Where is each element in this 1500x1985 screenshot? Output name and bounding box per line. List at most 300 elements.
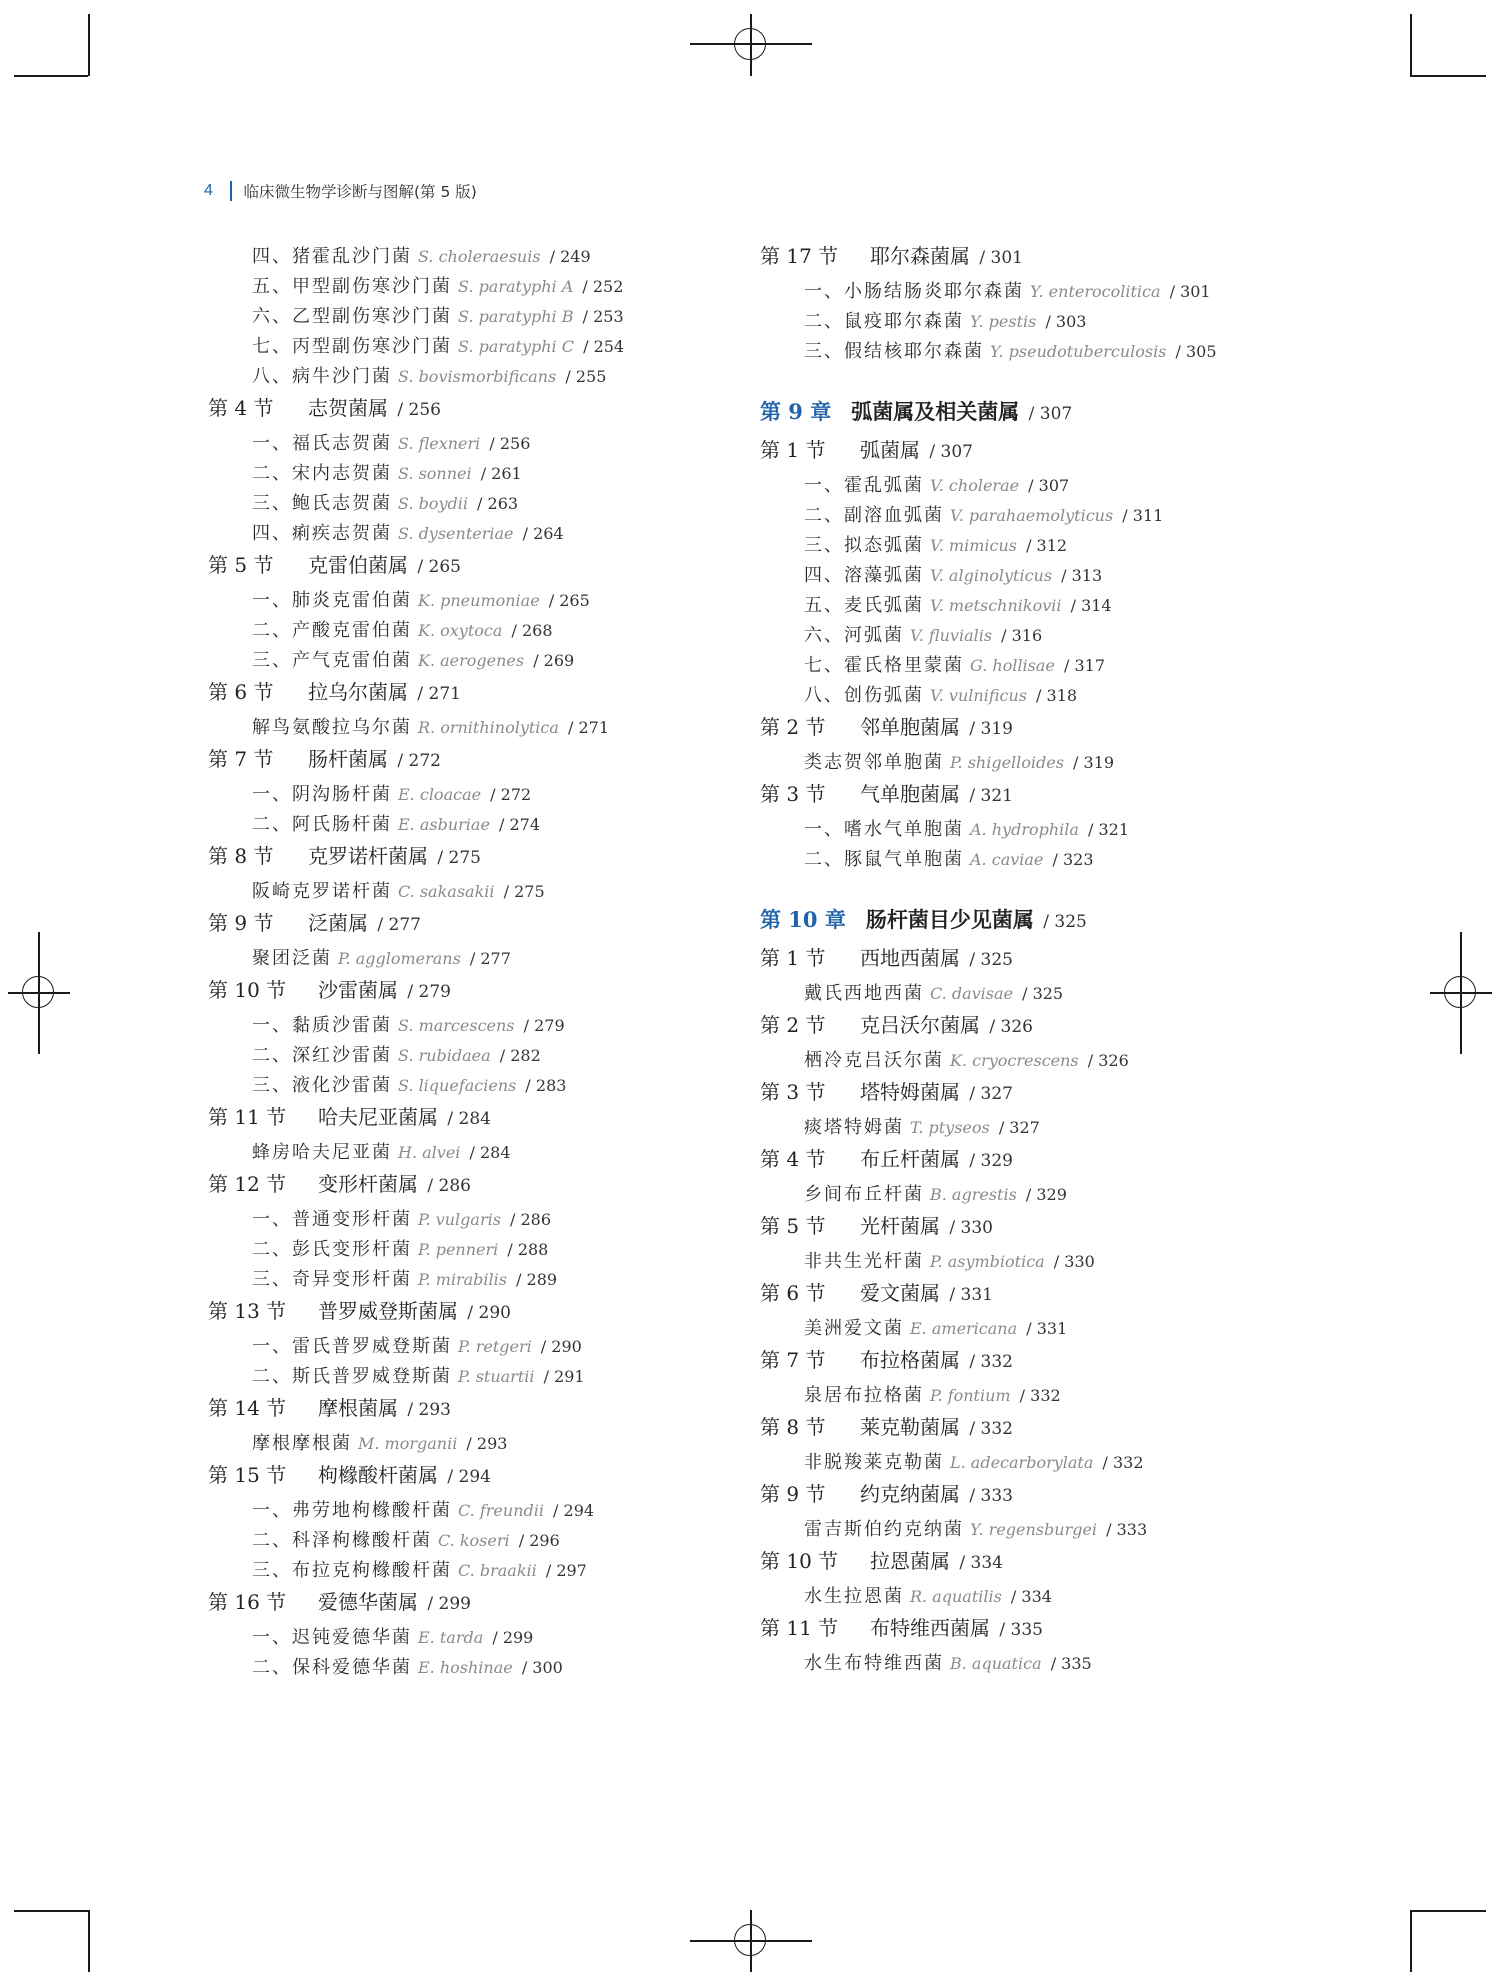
entry-title: 四、溶藻弧菌 [804, 565, 924, 586]
page-ref: / 327 [964, 1084, 1013, 1104]
toc-entry[interactable] [804, 657, 1105, 675]
section-title: 哈夫尼亚菌属 [318, 1105, 438, 1129]
page-ref: / 288 [502, 1240, 549, 1259]
section-number: 第 8 节 [208, 844, 274, 868]
latin-name: V. vulnificus [930, 686, 1027, 705]
page-ref: / 271 [562, 718, 610, 737]
section-number: 第 16 节 [208, 1590, 287, 1614]
latin-name: K. cryocrescens [950, 1051, 1079, 1070]
toc-section[interactable] [760, 1015, 1033, 1036]
section-title: 克罗诺杆菌属 [308, 844, 428, 868]
latin-name: S. dysenteriae [398, 524, 514, 543]
toc-chapter[interactable] [760, 401, 1072, 423]
page-ref: / 293 [402, 1400, 451, 1420]
latin-name: S. paratyphi B [458, 307, 574, 326]
page-ref: / 332 [964, 1419, 1013, 1439]
entry-title: 三、鲍氏志贺菌 [252, 493, 392, 514]
latin-name: S. bovismorbificans [398, 367, 557, 386]
latin-name: P. shigelloides [950, 753, 1064, 772]
page-ref: / 256 [392, 400, 441, 420]
entry-title: 五、麦氏弧菌 [804, 595, 924, 616]
entry-title: 雷吉斯伯约克纳菌 [804, 1519, 964, 1540]
entry-title: 二、豚鼠气单胞菌 [804, 849, 964, 870]
section-title: 邻单胞菌属 [860, 715, 960, 739]
toc-section[interactable] [760, 1350, 1013, 1371]
entry-title: 二、深红沙雷菌 [252, 1045, 392, 1066]
page-ref: / 334 [1005, 1587, 1052, 1606]
toc-entry[interactable] [804, 343, 1217, 361]
page-ref: / 331 [944, 1285, 993, 1305]
entry-title: 一、霍乱弧菌 [804, 475, 924, 496]
toc-entry[interactable] [804, 1186, 1067, 1204]
chapter-title: 肠杆菌目少见菌属 [865, 907, 1034, 932]
entry-title: 二、阿氏肠杆菌 [252, 814, 392, 835]
page-ref: / 301 [974, 248, 1023, 268]
chapter-title: 弧菌属及相关菌属 [851, 399, 1020, 424]
section-title: 布丘杆菌属 [860, 1147, 960, 1171]
page-number: 4 [204, 182, 213, 199]
entry-title: 五、甲型副伤寒沙门菌 [252, 276, 452, 297]
section-title: 弧菌属 [860, 438, 920, 462]
entry-title: 一、普通变形杆菌 [252, 1209, 412, 1230]
page-ref: / 296 [513, 1531, 560, 1550]
latin-name: S. liquefaciens [398, 1076, 517, 1095]
latin-name: V. alginolyticus [930, 566, 1053, 585]
chapter-number: 第 10 章 [760, 907, 846, 932]
page-ref: / 282 [494, 1046, 541, 1065]
section-number: 第 5 节 [208, 553, 274, 577]
section-title: 克吕沃尔菌属 [860, 1013, 980, 1037]
page-ref: / 303 [1040, 312, 1087, 331]
section-title: 莱克勒菌属 [860, 1415, 960, 1439]
section-title: 枸橼酸杆菌属 [318, 1463, 438, 1487]
section-title: 爱文菌属 [860, 1281, 940, 1305]
latin-name: C. freundii [458, 1501, 544, 1520]
section-number: 第 4 节 [208, 396, 274, 420]
page-ref: / 265 [412, 557, 461, 577]
page-ref: / 332 [964, 1352, 1013, 1372]
latin-name: T. ptyseos [910, 1118, 990, 1137]
page-ref: / 272 [392, 751, 441, 771]
section-number: 第 11 节 [760, 1616, 839, 1640]
page-ref: / 299 [422, 1594, 471, 1614]
latin-name: K. aerogenes [418, 651, 525, 670]
latin-name: K. pneumoniae [418, 591, 540, 610]
page-ref: / 326 [1082, 1051, 1129, 1070]
latin-name: L. adecarborylata [950, 1453, 1094, 1472]
section-title: 光杆菌属 [860, 1214, 940, 1238]
toc-entry[interactable] [804, 283, 1211, 301]
page-ref: / 286 [504, 1210, 552, 1229]
page-ref: / 277 [372, 915, 421, 935]
latin-name: Y. pestis [970, 312, 1037, 331]
section-number: 第 14 节 [208, 1396, 287, 1420]
page-ref: / 332 [1014, 1386, 1061, 1405]
page-ref: / 275 [498, 882, 545, 901]
page-ref: / 316 [996, 626, 1043, 645]
entry-title: 三、布拉克枸橼酸杆菌 [252, 1560, 452, 1581]
section-number: 第 2 节 [760, 1013, 826, 1037]
entry-title: 一、迟钝爱德华菌 [252, 1627, 412, 1648]
entry-title: 三、产气克雷伯菌 [252, 650, 412, 671]
section-number: 第 3 节 [760, 1080, 826, 1104]
latin-name: Y. pseudotuberculosis [990, 342, 1167, 361]
latin-name: E. cloacae [398, 785, 482, 804]
latin-name: S. paratyphi A [458, 277, 574, 296]
latin-name: Y. regensburgei [970, 1520, 1098, 1539]
section-title: 气单胞菌属 [860, 782, 960, 806]
toc-section[interactable] [760, 784, 1013, 805]
section-number: 第 7 节 [208, 747, 274, 771]
toc-section[interactable] [760, 717, 1013, 738]
entry-title: 七、丙型副伤寒沙门菌 [252, 336, 452, 357]
entry-title: 二、产酸克雷伯菌 [252, 620, 412, 641]
entry-title: 六、河弧菌 [804, 625, 904, 646]
toc-section[interactable] [760, 1216, 993, 1237]
page-ref: / 318 [1030, 686, 1078, 705]
latin-name: B. aquatica [950, 1654, 1042, 1673]
section-number: 第 3 节 [760, 782, 826, 806]
entry-title: 八、创伤弧菌 [804, 685, 924, 706]
page-ref: / 255 [560, 367, 607, 386]
page-ref: / 265 [543, 591, 590, 610]
page-ref: / 264 [517, 524, 564, 543]
page-ref: / 329 [1020, 1185, 1067, 1204]
page-ref: / 312 [1020, 536, 1068, 555]
page-ref: / 321 [1082, 820, 1130, 839]
section-number: 第 15 节 [208, 1463, 287, 1487]
entry-title: 蜂房哈夫尼亚菌 [252, 1142, 392, 1163]
latin-name: G. hollisae [970, 656, 1055, 675]
chapter-number: 第 9 章 [760, 399, 832, 424]
entry-title: 七、霍氏格里蒙菌 [804, 655, 964, 676]
page-ref: / 253 [577, 307, 624, 326]
entry-title: 一、嗜水气单胞菌 [804, 819, 964, 840]
page-ref: / 331 [1021, 1319, 1068, 1338]
entry-title: 非脱羧莱克勒菌 [804, 1452, 944, 1473]
entry-title: 三、拟态弧菌 [804, 535, 924, 556]
latin-name: B. agrestis [930, 1185, 1017, 1204]
section-title: 布拉格菌属 [860, 1348, 960, 1372]
page-ref: / 300 [516, 1658, 563, 1677]
latin-name: S. paratyphi C [458, 337, 574, 356]
entry-title: 一、肺炎克雷伯菌 [252, 590, 412, 611]
page-ref: / 299 [487, 1628, 534, 1647]
section-number: 第 6 节 [208, 680, 274, 704]
page-ref: / 284 [464, 1143, 511, 1162]
latin-name: C. koseri [438, 1531, 510, 1550]
page-ref: / 252 [577, 277, 624, 296]
page-ref: / 286 [422, 1176, 471, 1196]
page-ref: / 272 [485, 785, 532, 804]
toc-entry[interactable] [804, 313, 1086, 331]
latin-name: C. davisae [930, 984, 1013, 1003]
page-ref: / 279 [402, 982, 451, 1002]
latin-name: P. retgeri [458, 1337, 532, 1356]
page-ref: / 335 [994, 1620, 1043, 1640]
page-ref: / 290 [535, 1337, 582, 1356]
section-number: 第 10 节 [208, 978, 287, 1002]
page-ref: / 279 [518, 1016, 565, 1035]
toc-section[interactable] [760, 1082, 1013, 1103]
page-ref: / 274 [493, 815, 541, 834]
page-ref: / 333 [964, 1486, 1013, 1506]
page-ref: / 271 [412, 684, 461, 704]
page-ref: / 268 [506, 621, 553, 640]
section-title: 布特维西菌属 [870, 1616, 990, 1640]
section-number: 第 13 节 [208, 1299, 287, 1323]
page-ref: / 329 [964, 1151, 1013, 1171]
page-ref: / 305 [1170, 342, 1217, 361]
entry-title: 戴氏西地西菌 [804, 983, 924, 1004]
toc-entry[interactable] [804, 851, 1094, 869]
section-number: 第 12 节 [208, 1172, 287, 1196]
entry-title: 二、斯氏普罗威登斯菌 [252, 1366, 452, 1387]
entry-title: 类志贺邻单胞菌 [804, 752, 944, 773]
page-ref: / 327 [993, 1118, 1040, 1137]
section-number: 第 1 节 [760, 946, 826, 970]
page-ref: / 294 [547, 1501, 595, 1520]
latin-name: E. tarda [418, 1628, 484, 1647]
page-ref: / 261 [475, 464, 522, 483]
toc-chapter[interactable] [760, 909, 1087, 931]
page-ref: / 249 [544, 247, 591, 266]
latin-name: S. marcescens [398, 1016, 515, 1035]
page-ref: / 334 [954, 1553, 1003, 1573]
toc-entry[interactable] [804, 1521, 1147, 1539]
page-ref: / 314 [1065, 596, 1112, 615]
section-number: 第 10 节 [760, 1549, 839, 1573]
page-ref: / 290 [462, 1303, 511, 1323]
entry-title: 四、痢疾志贺菌 [252, 523, 392, 544]
latin-name: P. fontium [930, 1386, 1011, 1405]
toc-entry[interactable] [804, 627, 1042, 645]
page-ref: / 291 [538, 1367, 585, 1386]
entry-title: 三、奇异变形杆菌 [252, 1269, 412, 1290]
toc-section[interactable] [760, 1618, 1043, 1639]
page-ref: / 283 [520, 1076, 567, 1095]
entry-title: 一、弗劳地枸橼酸杆菌 [252, 1500, 452, 1521]
section-number: 第 9 节 [208, 911, 274, 935]
entry-title: 一、雷氏普罗威登斯菌 [252, 1336, 452, 1357]
section-title: 耶尔森菌属 [870, 244, 970, 268]
toc-entry[interactable] [804, 567, 1102, 585]
latin-name: R. aquatilis [910, 1587, 1002, 1606]
toc-entry[interactable] [804, 687, 1077, 705]
section-title: 爱德华菌属 [318, 1590, 418, 1614]
page-ref: / 321 [964, 786, 1013, 806]
page-ref: / 325 [964, 950, 1013, 970]
section-title: 志贺菌属 [308, 396, 388, 420]
section-title: 摩根菌属 [318, 1396, 398, 1420]
latin-name: H. alvei [398, 1143, 461, 1162]
toc-section[interactable] [760, 1484, 1013, 1505]
section-number: 第 2 节 [760, 715, 826, 739]
toc-section[interactable] [760, 246, 1023, 267]
entry-title: 美洲爱文菌 [804, 1318, 904, 1339]
section-number: 第 4 节 [760, 1147, 826, 1171]
page-ref: / 307 [1023, 404, 1073, 424]
entry-title: 二、宋内志贺菌 [252, 463, 392, 484]
section-title: 西地西菌属 [860, 946, 960, 970]
page-ref: / 330 [944, 1218, 993, 1238]
toc-entry[interactable] [804, 1119, 1040, 1137]
latin-name: P. penneri [418, 1240, 499, 1259]
page-ref: / 332 [1097, 1453, 1144, 1472]
page-ref: / 269 [528, 651, 575, 670]
toc-section[interactable] [760, 1551, 1003, 1572]
toc-section[interactable] [760, 1283, 993, 1304]
toc-entry[interactable] [804, 507, 1163, 525]
toc-entry[interactable] [804, 1588, 1052, 1606]
latin-name: P. stuartii [458, 1367, 535, 1386]
toc-entry[interactable] [804, 537, 1067, 555]
entry-title: 摩根摩根菌 [252, 1433, 352, 1454]
entry-title: 水生布特维西菌 [804, 1653, 944, 1674]
page-ref: / 256 [484, 434, 531, 453]
entry-title: 聚团泛菌 [252, 948, 332, 969]
latin-name: Y. enterocolitica [1030, 282, 1161, 301]
page-ref: / 317 [1058, 656, 1105, 675]
page-ref: / 284 [442, 1109, 491, 1129]
entry-title: 二、科泽枸橼酸杆菌 [252, 1530, 432, 1551]
section-number: 第 11 节 [208, 1105, 287, 1129]
entry-title: 乡间布丘杆菌 [804, 1184, 924, 1205]
toc-section[interactable] [760, 1417, 1013, 1438]
latin-name: E. americana [910, 1319, 1018, 1338]
toc-entry[interactable] [804, 821, 1129, 839]
latin-name: P. agglomerans [338, 949, 461, 968]
toc-entry[interactable] [804, 1052, 1129, 1070]
section-number: 第 9 节 [760, 1482, 826, 1506]
toc-entry[interactable] [804, 1387, 1061, 1405]
page-ref: / 307 [924, 442, 973, 462]
entry-title: 八、病牛沙门菌 [252, 366, 392, 387]
entry-title: 二、鼠疫耶尔森菌 [804, 311, 964, 332]
page-ref: / 326 [984, 1017, 1033, 1037]
entry-title: 二、副溶血弧菌 [804, 505, 944, 526]
entry-title: 三、液化沙雷菌 [252, 1075, 392, 1096]
latin-name: E. hoshinae [418, 1658, 513, 1677]
page-ref: / 307 [1023, 476, 1070, 495]
section-number: 第 17 节 [760, 244, 839, 268]
latin-name: S. boydii [398, 494, 468, 513]
page-ref: / 319 [1067, 753, 1115, 772]
page-ref: / 301 [1164, 282, 1211, 301]
latin-name: K. oxytoca [418, 621, 503, 640]
page-ref: / 330 [1048, 1252, 1095, 1271]
section-number: 第 5 节 [760, 1214, 826, 1238]
entry-title: 一、小肠结肠炎耶尔森菌 [804, 281, 1024, 302]
toc-section[interactable] [760, 1149, 1013, 1170]
entry-title: 二、彭氏变形杆菌 [252, 1239, 412, 1260]
page-ref: / 293 [461, 1434, 508, 1453]
latin-name: R. ornithinolytica [418, 718, 559, 737]
latin-name: S. flexneri [398, 434, 481, 453]
section-number: 第 8 节 [760, 1415, 826, 1439]
section-title: 拉乌尔菌属 [308, 680, 408, 704]
latin-name: M. morganii [358, 1434, 458, 1453]
section-title: 普罗威登斯菌属 [318, 1299, 458, 1323]
section-title: 变形杆菌属 [318, 1172, 418, 1196]
latin-name: S. rubidaea [398, 1046, 491, 1065]
toc-entry[interactable] [804, 1655, 1092, 1673]
latin-name: V. mimicus [930, 536, 1017, 555]
entry-title: 四、猪霍乱沙门菌 [252, 246, 412, 267]
section-title: 塔特姆菌属 [860, 1080, 960, 1104]
page-ref: / 294 [442, 1467, 491, 1487]
section-title: 克雷伯菌属 [308, 553, 408, 577]
toc-entry[interactable] [804, 1253, 1095, 1271]
section-title: 肠杆菌属 [308, 747, 388, 771]
page-ref: / 325 [1017, 984, 1064, 1003]
entry-title: 阪崎克罗诺杆菌 [252, 881, 392, 902]
section-title: 泛菌属 [308, 911, 368, 935]
entry-title: 栖冷克吕沃尔菌 [804, 1050, 944, 1071]
page-ref: / 277 [464, 949, 511, 968]
latin-name: P. asymbiotica [930, 1252, 1045, 1271]
entry-title: 水生拉恩菌 [804, 1586, 904, 1607]
section-title: 拉恩菌属 [870, 1549, 950, 1573]
section-number: 第 7 节 [760, 1348, 826, 1372]
entry-title: 三、假结核耶尔森菌 [804, 341, 984, 362]
latin-name: S. sonnei [398, 464, 472, 483]
page-ref: / 335 [1045, 1654, 1092, 1673]
section-number: 第 6 节 [760, 1281, 826, 1305]
entry-title: 六、乙型副伤寒沙门菌 [252, 306, 452, 327]
latin-name: V. metschnikovii [930, 596, 1062, 615]
page-ref: / 289 [510, 1270, 558, 1289]
latin-name: V. cholerae [930, 476, 1020, 495]
latin-name: E. asburiae [398, 815, 490, 834]
toc-entry[interactable] [804, 1320, 1067, 1338]
page-ref: / 275 [432, 848, 481, 868]
entry-title: 泉居布拉格菌 [804, 1385, 924, 1406]
entry-title: 非共生光杆菌 [804, 1251, 924, 1272]
toc-entry[interactable] [804, 985, 1063, 1003]
section-title: 沙雷菌属 [318, 978, 398, 1002]
page-ref: / 254 [578, 337, 625, 356]
book-title: 临床微生物学诊断与图解(第 5 版) [243, 183, 477, 201]
entry-title: 二、保科爱德华菌 [252, 1657, 412, 1678]
entry-title: 一、黏质沙雷菌 [252, 1015, 392, 1036]
section-title: 约克纳菌属 [860, 1482, 960, 1506]
page-ref: / 313 [1056, 566, 1103, 585]
latin-name: P. vulgaris [418, 1210, 501, 1229]
page-ref: / 323 [1047, 850, 1094, 869]
toc-entry[interactable] [804, 597, 1112, 615]
entry-title: 一、阴沟肠杆菌 [252, 784, 392, 805]
toc-entry[interactable] [804, 754, 1114, 772]
page-ref: / 325 [1037, 912, 1087, 932]
section-number: 第 1 节 [760, 438, 826, 462]
entry-title: 一、福氏志贺菌 [252, 433, 392, 454]
page-ref: / 263 [471, 494, 519, 513]
latin-name: A. hydrophila [970, 820, 1079, 839]
toc-section[interactable] [760, 440, 973, 461]
entry-title: 解鸟氨酸拉乌尔菌 [252, 717, 412, 738]
latin-name: C. sakasakii [398, 882, 495, 901]
toc-entry[interactable] [804, 1454, 1144, 1472]
page-ref: / 311 [1117, 506, 1164, 525]
page-ref: / 297 [540, 1561, 587, 1580]
latin-name: C. braakii [458, 1561, 537, 1580]
page-ref: / 319 [964, 719, 1013, 739]
toc-entry[interactable] [804, 477, 1069, 495]
latin-name: S. choleraesuis [418, 247, 541, 266]
entry-title: 痰塔特姆菌 [804, 1117, 904, 1138]
toc-section[interactable] [760, 948, 1013, 969]
